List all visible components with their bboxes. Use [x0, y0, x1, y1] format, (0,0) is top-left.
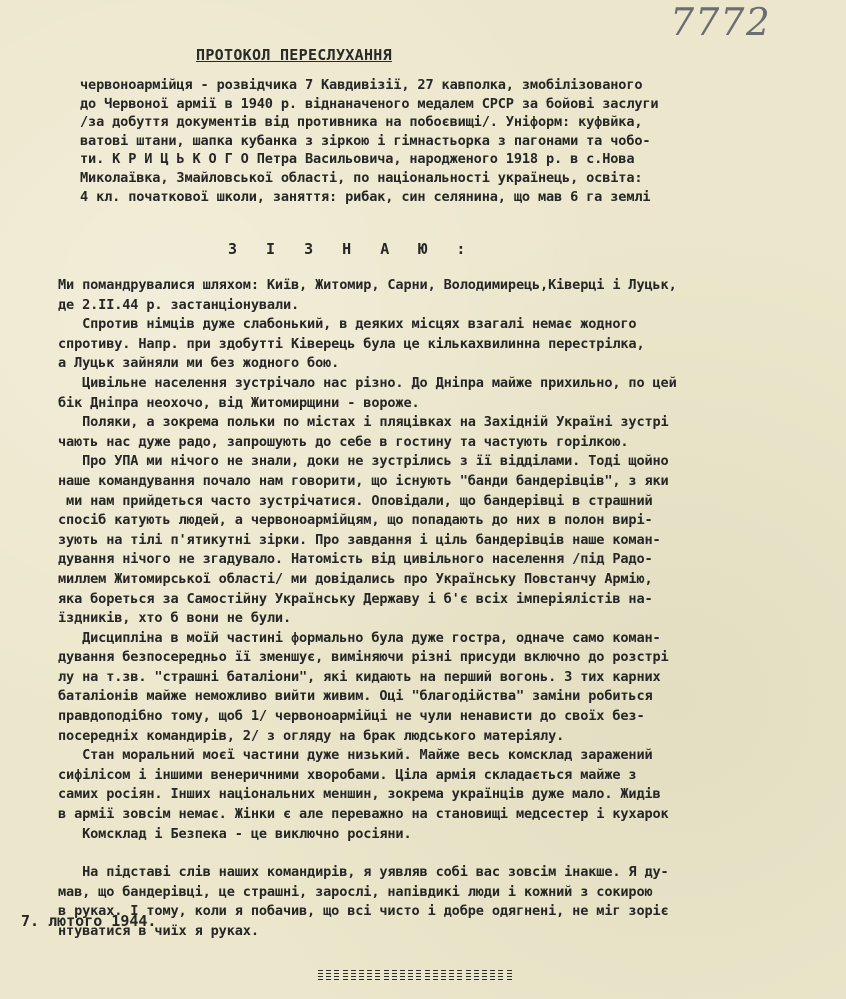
testimony-line: дування безпосередньо її зменшує, виміняючи різні присуди включно до розстрі — [58, 649, 669, 666]
intro-line: /за добуття документів від противника на побоєвищі/. Уніформ: куфвйка, — [80, 114, 643, 131]
testimony-line: зують на тілі п'ятикутні зірки. Про завдання і ціль бандерівців наше коман- — [58, 531, 661, 548]
testimony-paragraph — [58, 746, 838, 824]
testimony-paragraph — [58, 374, 838, 413]
document-title: ПРОТОКОЛ ПЕРЕСЛУХАННЯ — [196, 46, 392, 64]
testimony-line: а Луцьк зайняли ми без жодного бою. — [58, 355, 340, 372]
testimony-line: Про УПА ми нічого не знали, доки не зустрілись з її відділами. Тоді щойно — [58, 453, 669, 470]
paragraph-gap — [58, 844, 838, 863]
intro-block — [80, 76, 836, 206]
testimony-line: Дисципліна в моїй частині формально була дуже гостра, одначе само коман- — [58, 629, 661, 646]
intro-line: до Червоної армії в 1940 р. віднаначеного медалем СРСР за бойові заслуги — [80, 95, 659, 112]
testimony-line: правдоподібно тому, щоб 1/ червоноармійці не чули ненависти до своїх без- — [58, 708, 645, 725]
testimony-line: спротиву. Напр. при здобутті Ківерець була це кількахвилинна перестрілка, — [58, 335, 645, 352]
intro-line: 4 кл. початкової школи, заняття: рибак, син селянина, що мав 6 га землі — [80, 188, 651, 205]
testimony-paragraph — [58, 315, 838, 374]
testimony-line: Поляки, а зокрема польки по містах і пляцівках на Західній Україні зустрі — [58, 414, 669, 431]
testimony-line: Ми помандрувалися шляхом: Київ, Житомир, Сарни, Володимирець,Ківерці і Луцьк, — [58, 277, 677, 293]
testimony-paragraph — [58, 452, 838, 628]
intro-line: ти. К Р И Ц Ь К О Г О Петра Васильовича, народженого 1918 р. в с.Нова — [80, 151, 635, 168]
testimony-line: миллем Житомирської області/ ми довідались про Українську Повстанчу Армію, — [58, 570, 653, 587]
testimony-line: чають нас дуже радо, запрошують до себе в гостину та частують горілкою. — [58, 433, 629, 450]
testimony-line: сифілісом і іншими венеричними хворобами. Ціла армія складається майже з — [58, 766, 637, 783]
intro-line: червоноармійця - розвідчика 7 Кавдивізії, 27 кавполка, змобілізованого — [80, 77, 643, 93]
testimony-line: Цивільне населення зустрічало нас різно. До Дніпра майже прихильно, по цей — [58, 374, 677, 391]
testimony-line: мав, що бандерівці, це страшні, зарослі, напівдикі люди і кожний з сокирою — [58, 883, 653, 900]
archive-number: 7772 — [666, 0, 775, 44]
testimony-line: наше командування почало нам говорити, що існують "банди бандерівців", з яки — [58, 472, 669, 489]
testimony-line: ми нам прийдеться часто зустрічатися. Оповідали, що бандерівці в страшний — [58, 492, 653, 509]
intro-line: Миколаївка, Змайловської області, по національності українець, освіта: — [80, 169, 643, 186]
testimony-line: нтуватися в чиїх я руках. — [58, 923, 259, 939]
testimony-line: в армії зовсім немає. Жінки є але переважно на становищі медсестер і кухарок — [58, 806, 669, 823]
testimony-line: де 2.ІІ.44 р. застанціонували. — [58, 296, 300, 313]
section-heading: З І З Н А Ю : — [228, 240, 476, 258]
testimony-line: їздників, хто б вони не були. — [58, 610, 291, 627]
testimony-line: яка бореться за Самостійну Українську Державу і б'є всіх імперіялістів на- — [58, 590, 653, 607]
document-date: 7. лютого 1944. — [21, 912, 157, 930]
separator-mark — [318, 969, 512, 981]
testimony-paragraph — [58, 413, 838, 452]
testimony-paragraph — [58, 276, 838, 315]
testimony-line: На підставі слів наших командирів, я уявляв собі вас зовсім інакше. Я ду- — [58, 864, 669, 881]
testimony-line: Стан моральний моєї частини дуже низький. Майже весь комсклад заражений — [58, 747, 653, 764]
testimony-line: посередніх командирів, 2/ з огляду на брак людського матеріялу. — [58, 727, 565, 744]
testimony-line: баталіонів майже неможливо вийти живим. Оці "благодійства" заміни робиться — [58, 688, 653, 705]
testimony-line: в руках. І тому, коли я побачив, що всі чисто і добре одягнені, не міг зоріє — [58, 903, 669, 920]
testimony-line: лу на т.зв. "страшні баталіони", які кидають на перший вогонь. З тих карних — [58, 668, 661, 685]
testimony-line: Спротив німців дуже слабонький, в деяких місцях взагалі немає жодного — [58, 316, 637, 333]
testimony-line: спосіб катують людей, а червоноармійцям, що попадають до них в полон вирі- — [58, 512, 653, 529]
testimony-paragraph — [58, 629, 838, 747]
testimony-line: бік Дніпра неохочо, від Житомирщини - вороже. — [58, 394, 420, 411]
testimony-body — [58, 276, 838, 942]
testimony-line: дування нічого не згадувало. Натомість від цивільного населення /під Радо- — [58, 551, 653, 568]
testimony-line: Комсклад і Безпека - це виключно росіяни. — [58, 825, 412, 842]
testimony-paragraph — [58, 863, 838, 941]
testimony-paragraph — [58, 825, 838, 845]
intro-line: ватові штани, шапка кубанка з зіркою і гімнастьорка з пагонами та чобо- — [80, 132, 651, 149]
testimony-line: самих росіян. Інших національних меншин, зокрема українців дуже мало. Жидів — [58, 786, 661, 803]
